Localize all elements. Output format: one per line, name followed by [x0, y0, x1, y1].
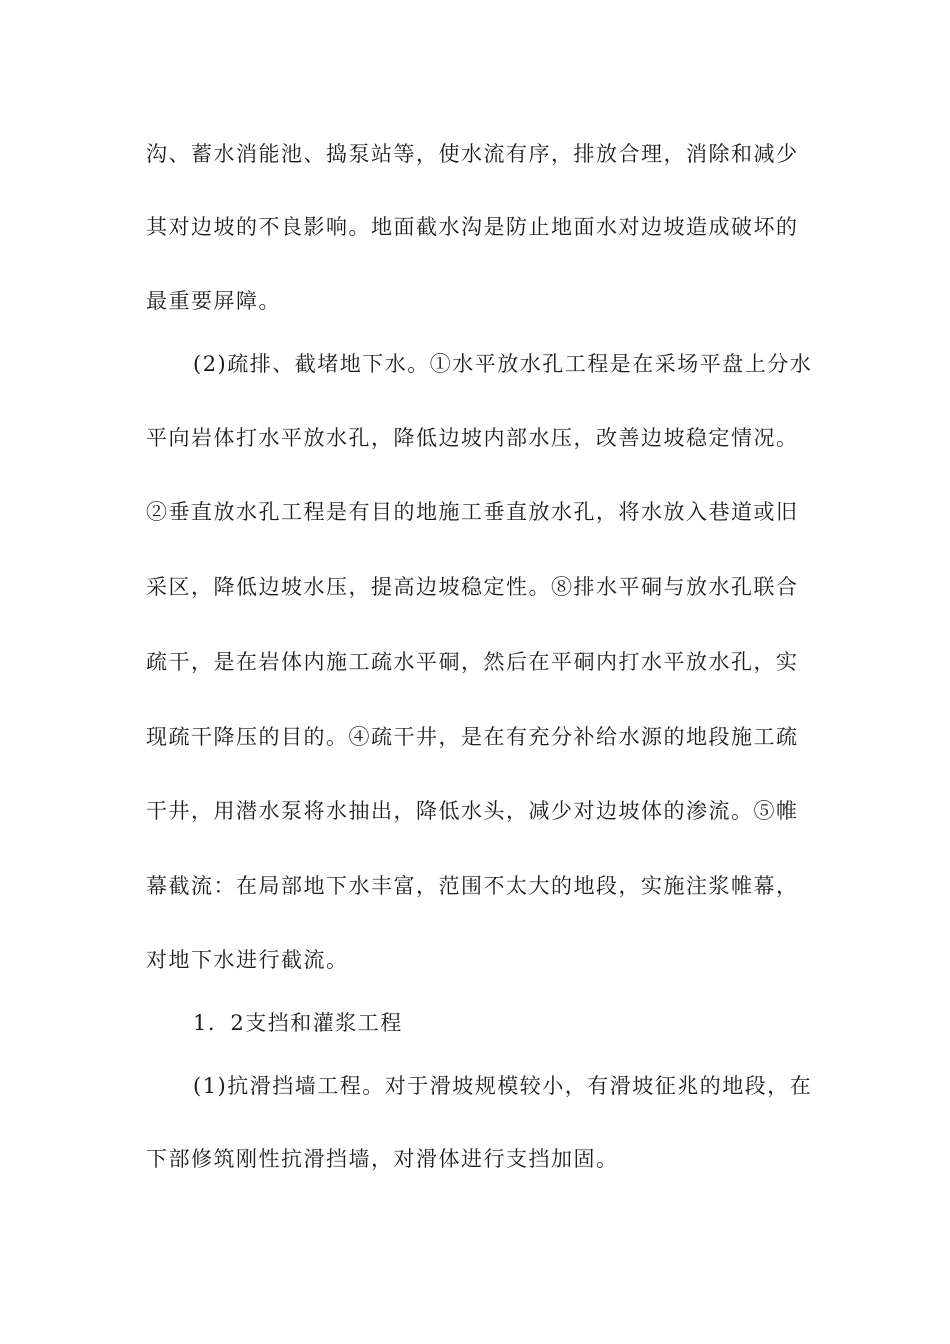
paragraph-line: (2)疏排、截堵地下水。①水平放水孔工程是在采场平盘上分水	[193, 352, 813, 376]
paragraph-line: 采区，降低边坡水压，提高边坡稳定性。⑧排水平硐与放水孔联合	[146, 575, 799, 599]
paragraph-line: 平向岩体打水平放水孔，降低边坡内部水压，改善边坡稳定情况。	[146, 426, 799, 450]
paragraph-line: 幕截流：在局部地下水丰富，范围不太大的地段，实施注浆帷幕，	[146, 874, 799, 898]
paragraph-line: 最重要屏障。	[146, 289, 281, 313]
paragraph-line: (1)抗滑挡墙工程。对于滑坡规模较小，有滑坡征兆的地段，在	[193, 1074, 813, 1098]
paragraph-line: 干井，用潜水泵将水抽出，降低水头，减少对边坡体的渗流。⑤帷	[146, 799, 799, 823]
paragraph-line: 下部修筑刚性抗滑挡墙，对滑体进行支挡加固。	[146, 1147, 619, 1171]
paragraph-line: 对地下水进行截流。	[146, 948, 349, 972]
paragraph-line: 现疏干降压的目的。④疏干井，是在有充分补给水源的地段施工疏	[146, 725, 799, 749]
paragraph-line: 疏干，是在岩体内施工疏水平硐，然后在平硐内打水平放水孔，实	[146, 650, 799, 674]
section-heading: 1．2支挡和灌浆工程	[193, 1011, 403, 1035]
paragraph-line: 其对边坡的不良影响。地面截水沟是防止地面水对边坡造成破坏的	[146, 215, 799, 239]
paragraph-line: 沟、蓄水消能池、捣泵站等，使水流有序，排放合理，消除和减少	[146, 142, 799, 166]
paragraph-line: ②垂直放水孔工程是有目的地施工垂直放水孔，将水放入巷道或旧	[146, 500, 799, 524]
